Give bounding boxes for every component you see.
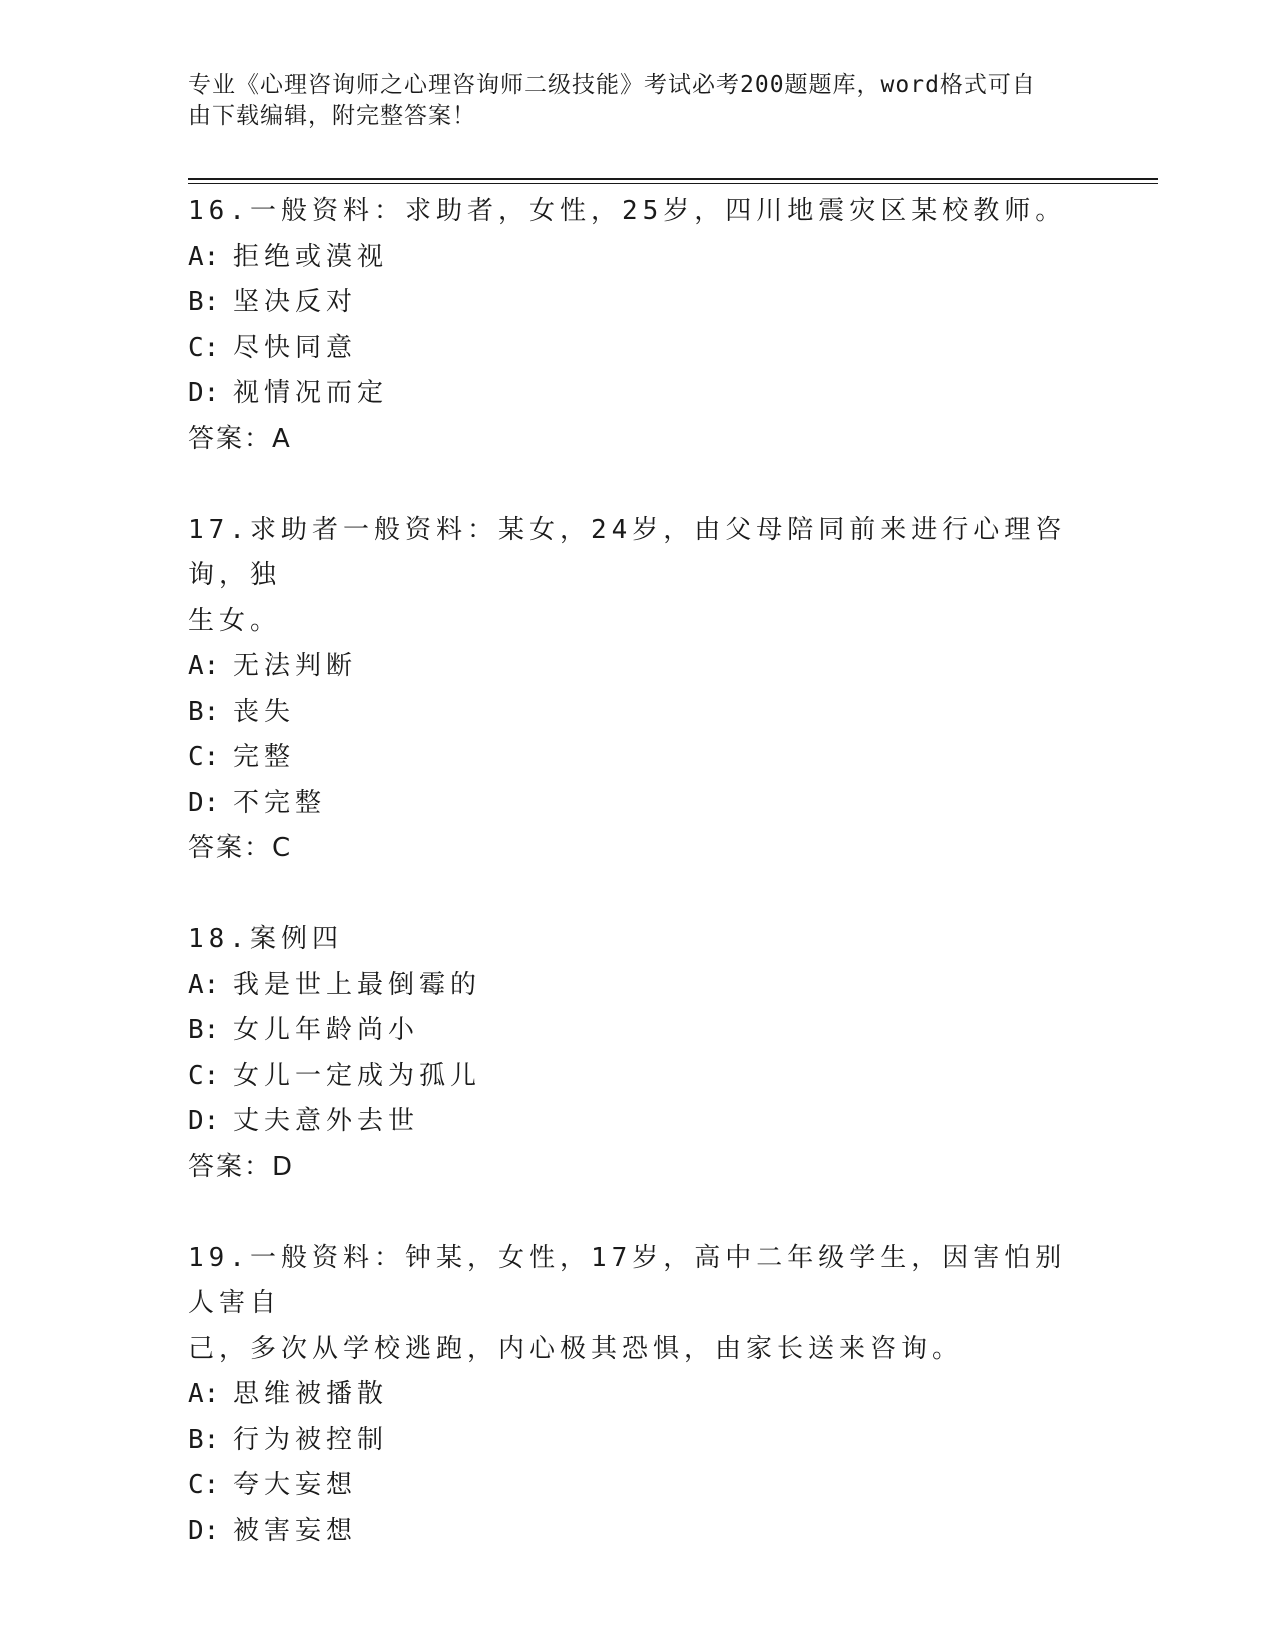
option-label: B: (188, 287, 220, 317)
document-header (188, 70, 1088, 132)
option-label: B: (188, 1424, 220, 1455)
question-stem-line-2: 生女。 (188, 605, 282, 636)
answer-line: 答案：C (188, 833, 293, 863)
header-divider-thin (188, 183, 1158, 184)
question-gap (188, 872, 1088, 918)
option-label: C: (188, 332, 220, 363)
question-18 (188, 917, 1088, 1190)
option-label: A: (188, 1379, 220, 1409)
option-text: 拒绝或漠视 (233, 241, 389, 272)
option-a (188, 644, 1088, 690)
question-stem-line-1: 19.一般资料：钟某，女性，17岁，高中二年级学生，因害怕别人害自 (188, 1242, 1067, 1318)
option-d (188, 781, 1088, 827)
option-b (188, 1418, 1088, 1464)
question-19 (188, 1236, 1088, 1555)
option-label: C: (188, 1060, 220, 1091)
option-label: C: (188, 742, 220, 772)
header-line-1: 专业《心理咨询师之心理咨询师二级技能》考试必考200题题库，word格式可自 (188, 72, 1036, 98)
option-d (188, 1099, 1088, 1145)
option-text: 女儿年龄尚小 (233, 1015, 420, 1045)
answer-line: 答案：A (188, 423, 292, 454)
option-text: 不完整 (233, 787, 327, 818)
option-text: 尽快同意 (233, 332, 358, 363)
header-line-2: 由下载编辑，附完整答案！ (188, 103, 476, 129)
option-a (188, 1372, 1088, 1418)
question-stem: 16.一般资料：求助者，女性，25岁，四川地震灾区某校教师。 (188, 196, 1067, 226)
question-gap (188, 462, 1088, 508)
option-label: D: (188, 378, 220, 408)
option-c (188, 326, 1088, 372)
option-text: 夸大妄想 (233, 1470, 358, 1500)
option-text: 丈夫意外去世 (233, 1106, 420, 1136)
option-b (188, 280, 1088, 326)
option-text: 思维被播散 (233, 1379, 389, 1409)
question-stem-line-2: 己，多次从学校逃跑，内心极其恐惧，由家长送来咨询。 (188, 1333, 964, 1364)
option-label: A: (188, 969, 220, 1000)
option-text: 丧失 (233, 696, 296, 727)
option-text: 视情况而定 (233, 378, 389, 408)
question-16 (188, 189, 1088, 462)
option-d (188, 1509, 1088, 1555)
option-label: A: (188, 651, 220, 681)
question-stem-line-1: 17.求助者一般资料：某女，24岁，由父母陪同前来进行心理咨询，独 (188, 514, 1067, 590)
question-17 (188, 508, 1088, 872)
option-d (188, 371, 1088, 417)
option-a (188, 963, 1088, 1009)
question-list (188, 189, 1088, 1554)
option-text: 完整 (233, 742, 296, 772)
question-stem: 18.案例四 (188, 924, 343, 954)
option-c (188, 1463, 1088, 1509)
option-b (188, 690, 1088, 736)
option-text: 行为被控制 (233, 1424, 389, 1455)
option-text: 坚决反对 (233, 287, 358, 317)
option-label: D: (188, 1106, 220, 1136)
option-label: B: (188, 1015, 220, 1045)
option-text: 被害妄想 (233, 1515, 358, 1546)
option-label: C: (188, 1470, 220, 1500)
answer-line: 答案：D (188, 1151, 295, 1182)
option-label: D: (188, 1515, 220, 1546)
header-divider-thick (188, 178, 1158, 180)
question-gap (188, 1190, 1088, 1236)
option-text: 我是世上最倒霉的 (233, 969, 482, 1000)
option-c (188, 735, 1088, 781)
option-label: D: (188, 787, 220, 818)
option-text: 女儿一定成为孤儿 (233, 1060, 482, 1091)
option-label: B: (188, 696, 220, 727)
option-a (188, 235, 1088, 281)
option-text: 无法判断 (233, 651, 358, 681)
option-c (188, 1054, 1088, 1100)
option-label: A: (188, 241, 220, 272)
option-b (188, 1008, 1088, 1054)
